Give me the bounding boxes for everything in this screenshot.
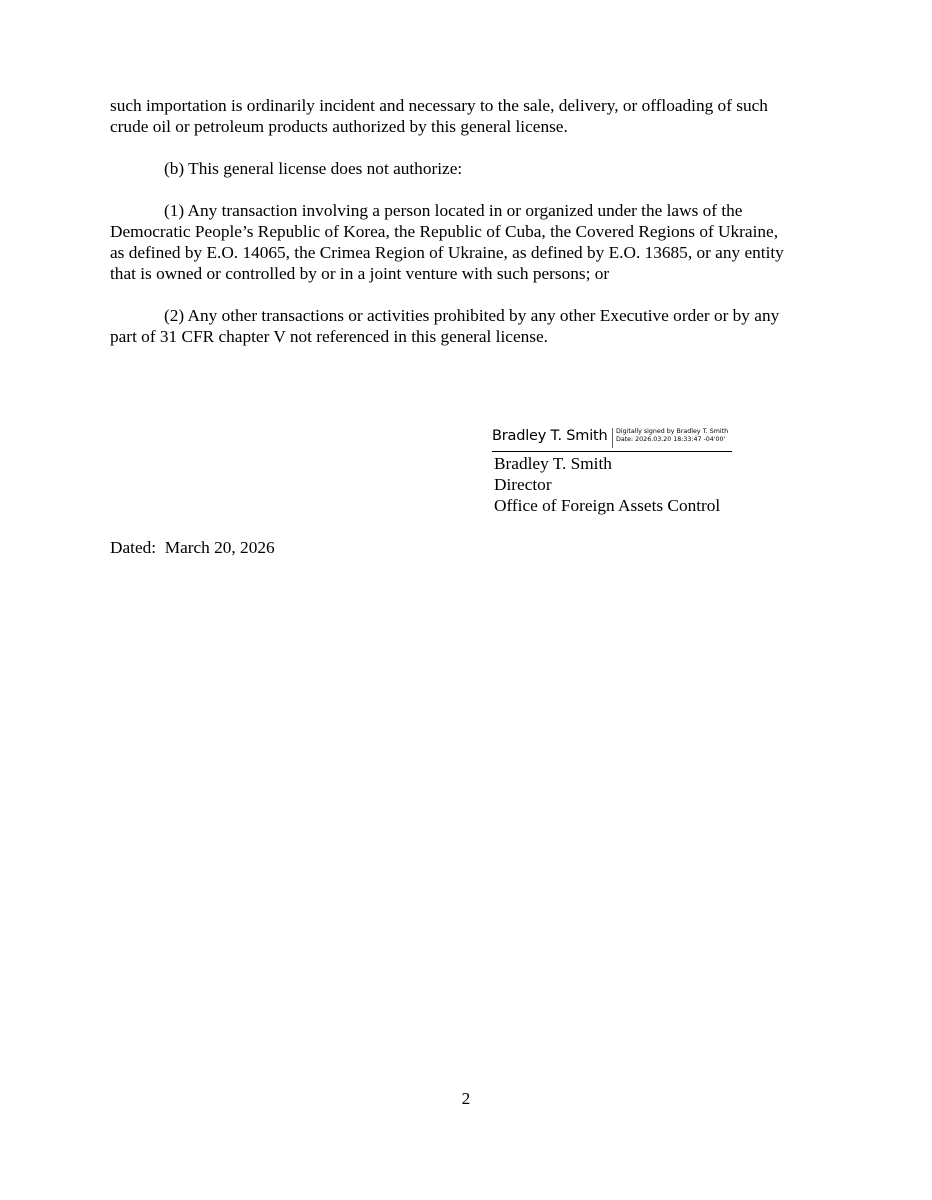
text-line: (2) Any other transactions or activities prohibited by any other Executive order or by any	[164, 306, 780, 325]
digital-signature-name: Bradley T. Smith	[492, 428, 608, 444]
page-number: 2	[461, 1089, 471, 1108]
signature-block	[492, 425, 752, 516]
text-line: as defined by E.O. 14065, the Crimea Region of Ukraine, as defined by E.O. 13685, or any entity	[110, 243, 784, 262]
clause-b-text: (b) This general license does not authorize:	[164, 159, 463, 178]
digital-signed-by: Digitally signed by Bradley T. Smith	[616, 428, 729, 435]
text-line: part of 31 CFR chapter V not referenced in this general license.	[110, 327, 548, 346]
signer-info	[492, 453, 752, 516]
text-line: such importation is ordinarily incident and necessary to the sale, delivery, or offloading of such	[110, 96, 768, 115]
text-line: crude oil or petroleum products authorized by this general license.	[110, 117, 568, 136]
digital-signature[interactable]	[492, 425, 732, 452]
clause-b1-paragraph	[110, 200, 830, 284]
signer-title: Director	[494, 475, 552, 494]
text-line: that is owned or controlled by or in a joint venture with such persons; or	[110, 264, 610, 283]
digital-signature-date: Date: 2026.03.20 18:33:47 -04'00'	[616, 436, 726, 443]
clause-b2-paragraph	[110, 305, 830, 347]
text-line: (1) Any transaction involving a person located in or organized under the laws of the	[164, 201, 743, 220]
clause-b-paragraph	[110, 158, 830, 179]
text-line: Democratic People’s Republic of Korea, the Republic of Cuba, the Covered Regions of Ukraine,	[110, 222, 779, 241]
continuation-paragraph	[110, 95, 830, 137]
dated-line: Dated: March 20, 2026	[110, 538, 275, 557]
digital-signature-details	[616, 428, 728, 444]
signature-divider	[612, 428, 613, 448]
signer-name: Bradley T. Smith	[494, 454, 612, 473]
signer-office: Office of Foreign Assets Control	[494, 496, 721, 515]
